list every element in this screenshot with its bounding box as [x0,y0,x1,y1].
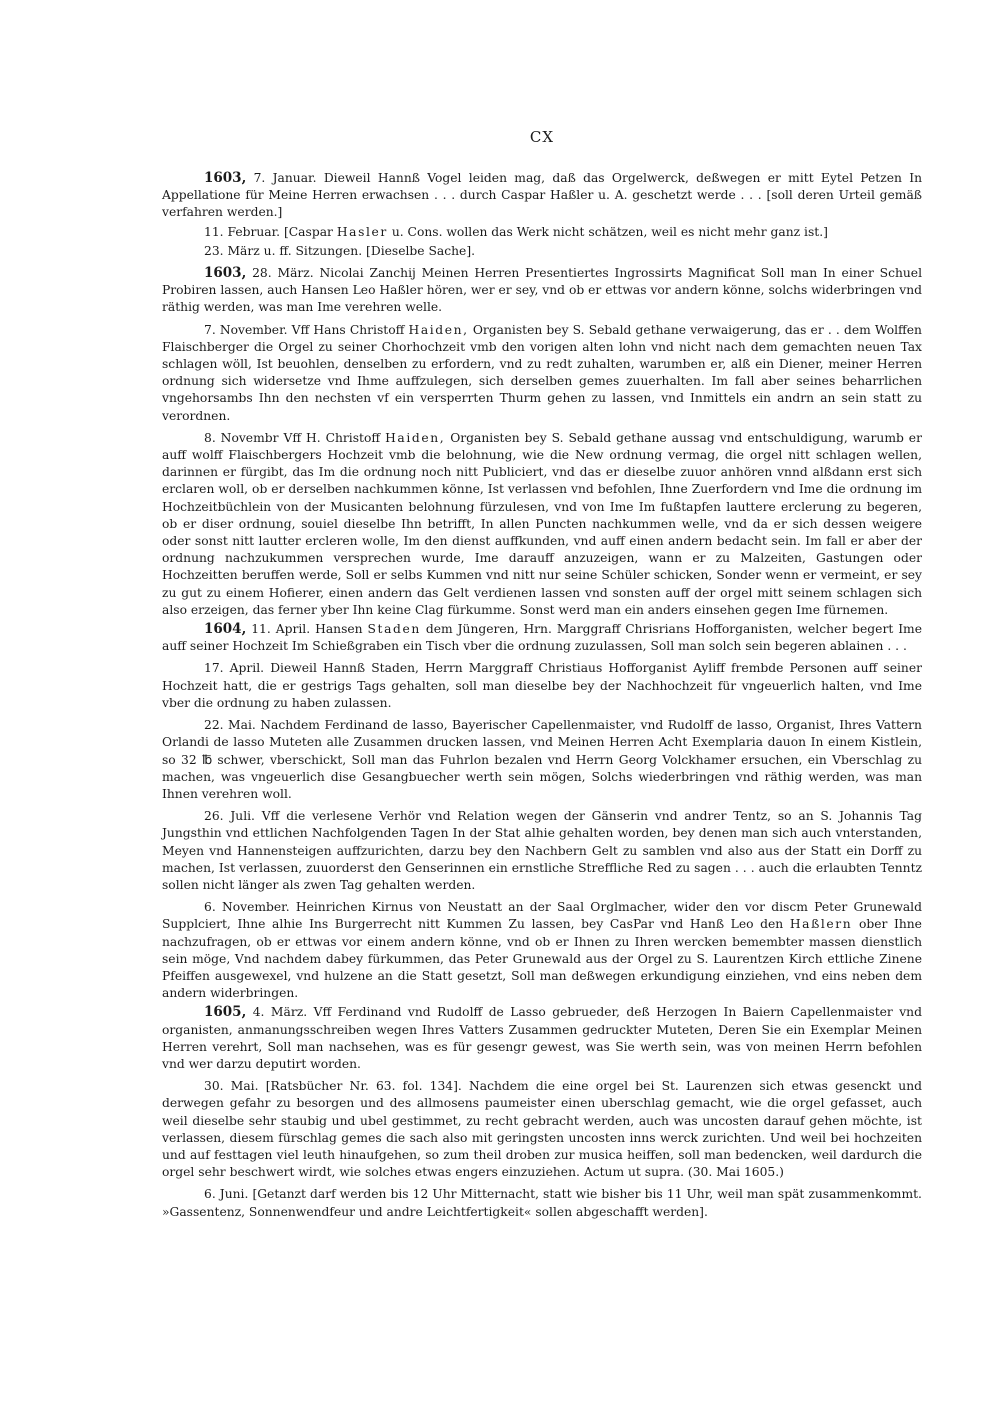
entry-1604-apr-11 [162,621,922,655]
entry-text: [Getanzt darf werden bis 12 Uhr Mitternacht, statt wie bisher bis 11 Uhr, weil man spät zusammenkommt. »Gassentenz, Sonnenwendfeur und andre Leichtfertigkeit« sollen abgeschafft werden]. [162,1187,922,1219]
entry-year: 1603, [204,170,247,186]
entry-text-after: Organisten bey S. Sebald gethane aussag vnd entschuldigung, warumb er auff wolff Flaischbergers Hochzeit vmb die belohnung, wie die New ordnung vermag, die orgel nitt schlagen wellen, darinnen er fürgibt, das Im die ordnung noch nitt Publiciert, vnd das er dieselbe zuuor anhören vnnd alßdann erst sich erclaren woll, ob er derselben nachkummen könne, Ist verlassen vnd befohlen, Ihne Zuerfordern vnd Ime die ordnung im Hochzeitbüchlein von der Musicanten belohnung fürzulesen, vnd von Ime Im fußtapfen lauttere erclerung zu begeren, ob er diser ordnung, souiel dieselbe Ihn betrifft, In allen Puncten nachkummen welle, vnd da er sich dessen weigere oder sonst nitt lautter ercleren wolle, Im den dienst auffkunden, vnd auff einen andern bedacht sein. Im fall er aber der ordnung nachzukummen versprechen wurde, Ime darauff anzuzeigen, wann er zu Malzeiten, Gastungen oder Hochzeitten beruffen werde, Soll er selbs Kummen vnd nitt nur seine Schüler schicken, Sonder wenn er vermeint, er sey zu gut zu einem Hofierer, einen andern das Gelt verdienen lassen vnd sonsten auff der orgel mitt seinem schlagen sich also erzeigen, das ferner yber Ihn keine Clag fürkumme. Sonst werd man ein anders einsehen gegen Ime fürnemen. [162,430,922,617]
entry-1603-nov-7 [162,322,922,425]
page-number: CX [529,128,555,146]
entry-text-before: Vff H. Christoff [283,430,381,445]
entry-1605-mar-4 [162,1004,922,1073]
entry-text: [Dieselbe Sache]. [366,243,476,258]
entry-date: 30. Mai. [204,1079,259,1094]
entry-text-before: Nicolai Zanchij Meinen Herren Presentiertes Ingrossirts Magnificat Soll man In einer Schuel Probiren lassen, auch Hansen [162,266,923,298]
entry-name: Leo Haßler [352,283,423,298]
entry-1603-mar-28 [162,265,922,317]
entry-1603-nov-8 [162,430,922,619]
entry-date: 11. Februar. [204,224,281,239]
entry-name: Haiden, [385,430,446,445]
entry-text-before: Heinrichen Kirnus von Neustatt an der Saal Orglmacher, wider den vor discm Peter Grunewald Supplciert, Ihne alhie Ins Burgerrecht nitt Kummen Zu lassen, bey CasPar vnd Hanß Leo den [162,900,922,932]
entry-name: Haiden, [408,322,469,337]
entry-text-after: ober Ihne nachzufragen, ob er ettwas vor einem andern könne, vnd ob er Ihnen zu Ihren wercken bemembter massen dienstlich sein möge, Vnd nachdem dabey fürkummen, das Peter Grunewald aus der Orgel zu S. Laurentzen Kirch ettliche Zinene Pfeiffen ausgewexel, vnd hulzene an die Statt gesetzt, Soll man deßwegen erkundigung einziehen, vnd eins neben dem andern widerbringen. [162,917,922,1001]
entry-date: 7. November. [204,322,288,337]
entry-date: 7. Januar. [253,171,317,185]
entry-text: [Ratsbücher Nr. 63. fol. 134]. Nachdem die eine orgel bei St. Laurenzen sich etwas gesenckt und derwegen gefahr zu besorgen und des allmosens paumeister einen uberschlag gemacht, wie die orgel gefasset, auch weil dieselbe sehr staubig und ubel gestimmet, zu recht gebracht werden, auch was uncosten darauf gehen möchte, ist verlassen, diesem fürschlag gemes die sach also mit geringsten uncosten inns werck zurichten. Und weil bei hochzeiten und auf festtagen viel leuth hinaufgehen, so zum theil droben zur musica heiffen, soll man bedencken, weil dardurch die orgel sehr beschwert wirdt, wie solches etwas engers einzuziehen. Actum ut supra. (30. Mai 1605.) [162,1079,922,1180]
entry-1603-feb-11 [162,224,922,241]
entry-text-after: Organisten bey S. Sebald gethane verwaigerung, das er . . dem Wolffen Flaischberger die Orgel zu seiner Chorhochzeit vmb den vorigen alten lohn vnd nicht nach dem gemachten neuen Tax schlagen wöll, Ist beuohlen, denselben zu erfordern, vnd zu redt zuhalten, warumben er, alß ein Diener, meiner Herren ordnung sich widersetze vnd Ihme auffzulegen, sich derselben gemes zuuerhalten. Im fall aber seines beharrlichen vngehorsambs Ihn den nechsten vf ein versperrten Thurm gehen zu lassen, vnd Inmittels ein andrn an sein statt zu verordnen. [162,322,922,423]
entry-year: 1604, [204,621,247,638]
entry-date: 22. Mai. [204,718,256,733]
entry-name: Haßlern [789,917,853,932]
entry-1603-mar-23 [162,243,922,260]
entry-text: Dieweil Hannß Vogel leiden mag, daß das Orgelwerck, deßwegen er mitt Eytel Petzen In Appellatione für Meine Herren erwachsen . . . durch Caspar Haßler u. A. geschetzt werde . . . [soll deren Urteil gemäß verfahren werden.] [162,171,922,220]
entry-name: Hasler [336,224,388,239]
entry-text: Vff die verlesene Verhör vnd Relation wegen der Gänserin vnd andrer Tentz, so an S. Johannis Tag Jungsthin vnd ettlichen Nachfolgenden Tagen In der Stat alhie gehalten worden, bey denen man sich auch vnterstanden, Meyen vnd Hannensteigen auffzurichten, darzu bey den Nachbern Gelt zu samblen vnd also aus der Statt ein Dorff zu machen, Ist verlassen, zuuorderst den Genserinnen ein ernstliche Streffliche Red zu sagen . . . auch die erlaubten Tenntz sollen nicht länger als zwen Tag gehalten werden. [162,809,922,892]
entry-text-before: Vff Hans Christoff [291,322,405,337]
entry-1604-apr-17 [162,660,922,712]
entry-1605-may-30 [162,1078,922,1181]
entry-text-before: [Caspar [283,224,333,239]
entry-1604-may-22 [162,717,922,803]
entry-1604-jul-26 [162,808,922,894]
entry-date: 6. November. [204,900,290,915]
document-page [162,120,922,1223]
entry-1605-jun-6 [162,1186,922,1220]
entry-text: Nachdem Ferdinand de lasso, Bayerischer Capellenmaister, vnd Rudolff de lasso, Organist, Ihres Vattern Orlandi de lasso Muteten alle Zusammen drucken lassen, vnd Meinen Herren Acht Exemplaria dauon In einem Kistlein, so 32 ℔ schwer, vberschickt, Soll man das Fuhrlon bezalen vnd Herrn Georg Volckhamer ersuchen, ein Vberschlag zu machen, was vngeuerlich dise Gesangbuecher werth sein mögen, Solchs wiederbringen vnd räthig werden, was man Ihnen verehren woll. [162,718,922,801]
entry-date: 23. März u. ff. Sitzungen. [204,243,363,258]
entry-text: Vff Ferdinand vnd Rudolff de Lasso gebrueder, deß Herzogen In Baiern Capellenmaister vnd organisten, anmanungsschreiben wegen Ihres Vatters Zusammen gedruckter Muteten, Deren Sie ein Exemplar Meinen Herren verehrt, Soll man nachsehen, was es für gesengr gewest, was Sie werth sein, was von meinen Herrn befohlen vnd wer darzu deputirt worden. [162,1005,922,1071]
entry-date: 4. März. [252,1005,308,1020]
entry-date: 28. März. [252,266,314,281]
entry-year: 1603, [204,265,247,282]
entry-1604-nov-6 [162,899,922,1002]
entry-date: 8. Novembr [204,430,279,445]
entry-text-after: hören, wer er sey, vnd ob er ettwas vor andern könne, solchs widerbringen vnd räthig werden, was man Ime verehren welle. [162,283,922,315]
entry-date: 6. Juni. [204,1187,249,1202]
entry-year: 1605, [204,1004,247,1021]
entry-text: Dieweil Hannß Staden, Herrn Marggraff Christiaus Hofforganist Ayliff frembde Personen auff seiner Hochzeit hatt, die er gestrigs Tags gehalten, soll man dieselbe bey der Nachhochzeit für vngeuerlich halten, vnd Ime vber die ordnung zu haben zulassen. [162,661,922,710]
entry-date: 17. April. [204,661,265,676]
entry-text-after: u. Cons. wollen das Werk nicht schätzen, weil es nicht mehr ganz ist.] [391,224,828,239]
entry-name: Staden [367,622,421,637]
entry-text-after: dem Jüngeren, Hrn. Marggraff Chrisrians Hofforganisten, welcher begert Ime auff seiner Hochzeit Im Schießgraben ein Tisch vber die ordnung zuzulassen, Soll man solch sein begeren ablainen . . . [162,622,922,654]
entry-date: 11. April. [251,622,311,637]
entry-date: 26. Juli. [204,809,255,824]
entry-1603-jan-7 [162,170,922,222]
entry-text-before: Hansen [315,622,363,637]
